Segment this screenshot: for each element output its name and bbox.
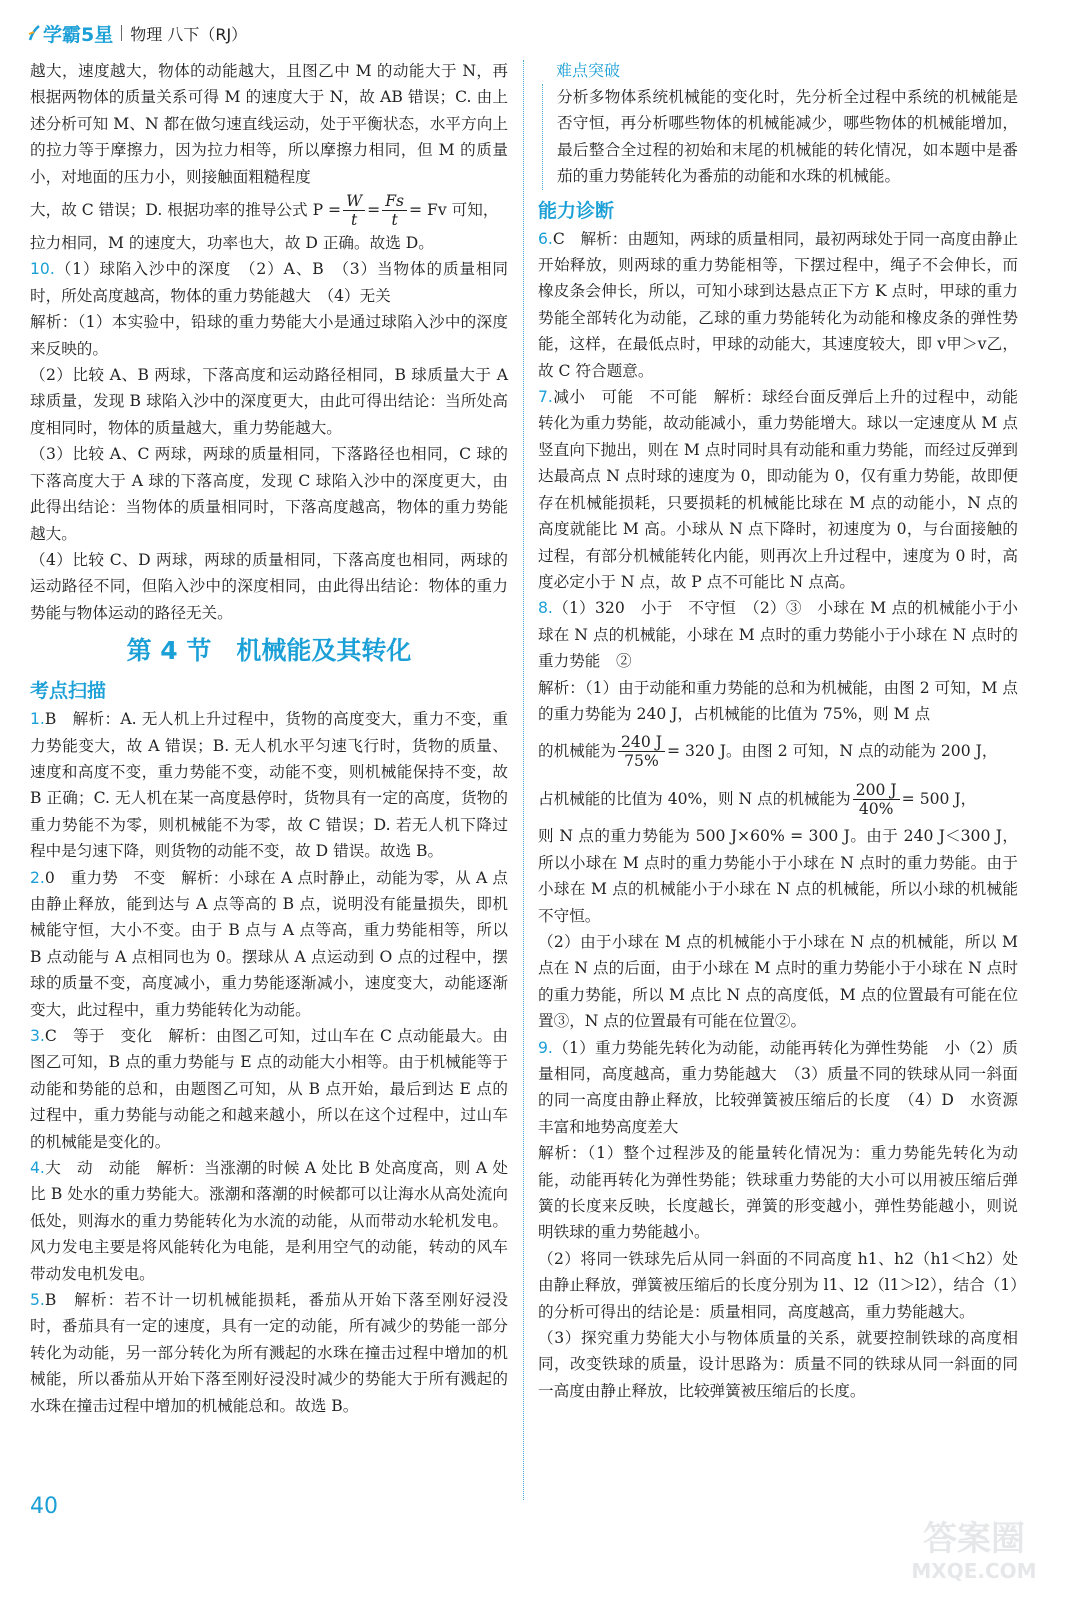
power-formula-line [30,190,508,230]
fraction-denominator: 40% [858,799,894,818]
q3-answer [30,1023,508,1155]
q8-analysis-3: （2）由于小球在 M 点的机械能小于小球在 N 点的机械能，所以 M 点在 N 点的后面，由于小球在 M 点时的重力势能小于小球在 N 点时的重力势能，所以 M 点比 N 点的高度低，M 点的位置最有可能在位置③，N 点的位置最有可能在位置②。 [538,932,1018,1031]
fraction-200-over-40 [853,781,900,818]
q2-number: 2. [30,868,45,887]
header-separator [121,25,122,41]
q7-number: 7. [538,388,553,407]
formula-prefix: 大，故 C 错误；D. 根据功率的推导公式 P = [30,200,342,219]
q6-number: 6. [538,229,553,248]
q8-analysis-1: 解析：（1）由于动能和重力势能的总和为机械能，由图 2 可知，M 点的重力势能为 240 J，占机械能的比值为 75%，则 M 点 [538,678,1018,723]
q10-analysis-2: （2）比较 A、B 两球，下落高度和运动路径相同，B 球质量大于 A 球质量，发现 B 球陷入沙中的深度更大，由此可得出结论：当所处高度相同时，物体的质量越大，重力势能越大。 [30,366,508,437]
q3-number: 3. [30,1027,45,1045]
page-header [28,18,247,48]
q2-text: 0 重力势 不变 解析：小球在 A 点时静止，动能为零，从 A 点由静止释放，能到达与 A 点等高的 B 点，说明没有能量损失，即机械能守恒，大小不变。由于 B 点与 A 点等高，重力势能相等，所以 B 点动能与 A 点相同也为 0。摆球从 A 点运动到 O 点的过程中，摆球的质量不变，高度减小，重力势能逐渐减小，速度变大，动能逐渐变大，此过程中，重力势能转化为动能。 [30,868,508,1019]
watermark-line-1: 答案圈 [923,1519,1025,1559]
formula-suffix: = Fv 可知， [409,200,499,219]
q9-conclusion: 拉力相同，M 的速度大，功率也大，故 D 正确。故选 D。 [30,234,434,253]
fraction-numerator: W [343,192,365,211]
math-prefix: 的机械能为 [538,742,616,761]
q3-text: C 等于 变化 解析：由图乙可知，过山车在 C 点动能最大。由图乙可知，B 点的重力势能与 E 点的动能大小相等。由于机械能等于动能和势能的总和，由题图乙可知，从 B 点开始，最后到达 E 点的过程中，重力势能与动能之和越来越小，所以在这个过程中，过山车的机械能是变化的。 [30,1027,508,1151]
q10-number: 10. [30,260,55,279]
fraction-w-over-t [343,192,365,229]
q7-text: 减小 可能 不可能 解析：球经台面反弹后上升的过程中，动能转化为重力势能，故动能减小，重力势能增大。球以一定速度从 M 点竖直向下抛出，则在 M 点时同时具有动能和重力势能，而经过反弹到达最高点 N 点时球的速度为 0，即动能为 0，仅有重力势能，故即便存在机械能损耗，只要损耗的机械能比球在 M 点的动能小，N 点的高度就能比 M 高。小球从 N 点下降时，初速度为 0，与台面接触的过程，有部分机械能转化内能，则再次上升过程中，速度为 0 时，高度必定小于 N 点，故 P 点不可能比 N 点高。 [538,388,1018,591]
section-title: 第 4 节 机械能及其转化 [126,636,412,666]
q1-answer [30,706,508,864]
math-prefix: 占机械能的比值为 40%，则 N 点的机械能为 [538,790,851,809]
q2-answer [30,865,508,1023]
fraction-numerator: 200 J [853,781,900,800]
brand-logo [28,20,113,47]
math-suffix: = 500 J， [901,790,977,809]
fraction-denominator: t [391,210,398,229]
fraction-numerator: 240 J [618,733,665,752]
left-column [30,58,508,1419]
q8-answer [538,595,1018,674]
q9-continued-text: 越大，速度越大，物体的动能越大，且图乙中 M 的动能大于 N，再根据两物体的质量关系可得 M 的速度大于 N，故 AB 错误；C. 由上述分析可知 M、N 都在做匀速直线运动，处于平衡状态，水平方向上的拉力等于摩擦力，因为拉力相等，所以摩擦力相同，但 M 的质量小，对地面的压力小，则接触面粗糙程度 [30,62,508,186]
nandian-heading: 难点突破 [556,61,621,80]
fraction-numerator: Fs [382,192,407,211]
q10-analysis-3: （3）比较 A、C 两球，两球的质量相同，下落路径也相同，C 球的下落高度大于 A 球的下落高度，发现 C 球陷入沙中的深度更大，由此得出结论：当物体的质量相同时，下落高度越高，物体的重力势能越大。 [30,445,508,543]
q4-answer [30,1155,508,1287]
q9-analysis-2: （2）将同一铁球先后从同一斜面的不同高度 h1、h2（h1＜h2）处由静止释放，弹簧被压缩后的长度分别为 l1、l2（l1＞l2），结合（1）的分析可得出的结论是：质量相同，高度越高，重力势能越大。 [538,1249,1018,1321]
nandian-box [542,84,1018,190]
header-subject: 物理 八下（RJ） [130,24,248,44]
q9-answer [538,1035,1018,1141]
q8-text: （1）320 小于 不守恒 （2）③ 小球在 M 点的机械能小于小球在 N 点的机械能，小球在 M 点时的重力势能小于小球在 N 点时的重力势能 ② [538,599,1018,671]
fraction-240-over-75 [618,733,665,770]
q8-number: 8. [538,599,553,618]
watermark-logo [899,1512,1049,1586]
q9-analysis-3: （3）探究重力势能大小与物体质量的关系，就要控制铁球的高度相同，改变铁球的质量，设计思路为：质量不同的铁球从同一斜面的同一高度由静止释放，比较弹簧被压缩后的长度。 [538,1329,1018,1400]
brand-name: 学霸5星 [43,23,114,46]
fraction-denominator: 75% [624,751,659,770]
nengli-heading: 能力诊断 [538,199,615,222]
right-column [538,58,1018,1404]
q8-analysis-2: 则 N 点的重力势能为 500 J×60% = 300 J。由于 240 J＜300 J，所以小球在 M 点时的重力势能小于小球在 N 点时的重力势能。由于小球在 M 点的机械能小于小球在 N 点的机械能，所以小球的机械能不守恒。 [538,827,1018,925]
q8-math-line-2 [538,775,1018,823]
q6-text: C 解析：由题知，两球的质量相同，最初两球处于同一高度由静止开始释放，则两球的重力势能相等，下摆过程中，绳子不会伸长，而橡皮条会伸长，所以，可知小球到达悬点正下方 K 点时，甲球的重力势能全部转化为动能，乙球的重力势能转化为动能和橡皮条的弹性势能，这样，在最低点时，甲球的动能大，其速度较大，即 v甲＞v乙，故 C 符合题意。 [538,229,1018,380]
q10-analysis-1: 解析：（1）本实验中，铅球的重力势能大小是通过球陷入沙中的深度来反映的。 [30,313,508,358]
kaodian-heading: 考点扫描 [30,680,107,703]
q10-text: （1）球陷入沙中的深度 （2）A、B （3）当物体的质量相同时，所处高度越高，物体的重力势能越大 （4）无关 [30,260,508,305]
q6-answer [538,226,1018,384]
q1-text: B 解析：A. 无人机上升过程中，货物的高度变大，重力不变，重力势能变大，故 A 错误；B. 无人机水平匀速飞行时，货物的质量、速度和高度不变，重力势能不变，动能不变，则机械能保持不变，故 B 正确；C. 无人机在某一高度悬停时，货物具有一定的高度，货物的重力势能不为零，则机械能不为零，故 C 错误；D. 若无人机下降过程中是匀速下降，则货物的动能不变，故 D 错误。故选 B。 [30,710,508,861]
q4-number: 4. [30,1159,45,1178]
q7-answer [538,384,1018,595]
q5-text: B 解析：若不计一切机械能损耗，番茄从开始下落至刚好浸没时，番茄具有一定的速度，具有一定的动能，所有减少的势能一部分转化为动能，另一部分转化为所有溅起的水珠在撞击过程中增加的机械能，所以番茄从开始下落至刚好浸没时减少的势能大于所有溅起的水珠在撞击过程中增加的机械能总和。故选 B。 [30,1291,508,1415]
q9-analysis-1: 解析：（1）整个过程涉及的能量转化情况为：重力势能先转化为动能，动能再转化为弹性势能；铁球重力势能的大小可以用被压缩后弹簧的长度来反映，长度越长，弹簧的形变越小，弹性势能越小，则说明铁球的重力势能越小。 [538,1144,1018,1242]
nandian-text: 分析多物体系统机械能的变化时，先分析全过程中系统的机械能是否守恒，再分析哪些物体的机械能减少，哪些物体的机械能增加，最后整合全过程的初始和末尾的机械能的转化情况，如本题中是番茄的重力势能转化为番茄的动能和水珠的机械能。 [557,88,1018,186]
q5-number: 5. [30,1291,45,1310]
q1-number: 1. [30,710,45,729]
q9-text: （1）重力势能先转化为动能，动能再转化为弹性势能 小（2）质量相同，高度越高，重力势能越大 （3）质量不同的铁球从同一斜面的同一高度由静止释放，比较弹簧被压缩后的长度 （4）D 水资源丰富和地势高度差大 [538,1038,1018,1136]
q8-math-line-1 [538,727,1018,775]
math-suffix: = 320 J。由图 2 可知，N 点的动能为 200 J， [666,742,998,761]
q5-answer [30,1287,508,1419]
watermark-line-2: MXQE.COM [911,1559,1037,1583]
column-divider [523,60,524,1500]
formula-equals: = [367,200,381,219]
q9-number: 9. [538,1038,553,1057]
q10-answer [30,256,508,309]
fraction-denominator: t [350,210,358,229]
page-number: 40 [30,1494,58,1519]
q4-text: 大 动 动能 解析：当涨潮的时候 A 处比 B 处高度高，则 A 处比 B 处水的重力势能大。涨潮和落潮的时候都可以让海水从高处流向低处，则海水的重力势能转化为水流的动能，从而带动水轮机发电。风力发电主要是将风能转化为电能，是利用空气的动能，转动的风车带动发电机发电。 [30,1159,508,1283]
logo-swoosh-icon [28,24,40,42]
fraction-fs-over-t [382,192,407,229]
q10-analysis-4: （4）比较 C、D 两球，两球的质量相同，下落高度也相同，两球的运动路径不同，但陷入沙中的深度相同，由此得出结论：物体的重力势能与物体运动的路径无关。 [30,550,508,622]
